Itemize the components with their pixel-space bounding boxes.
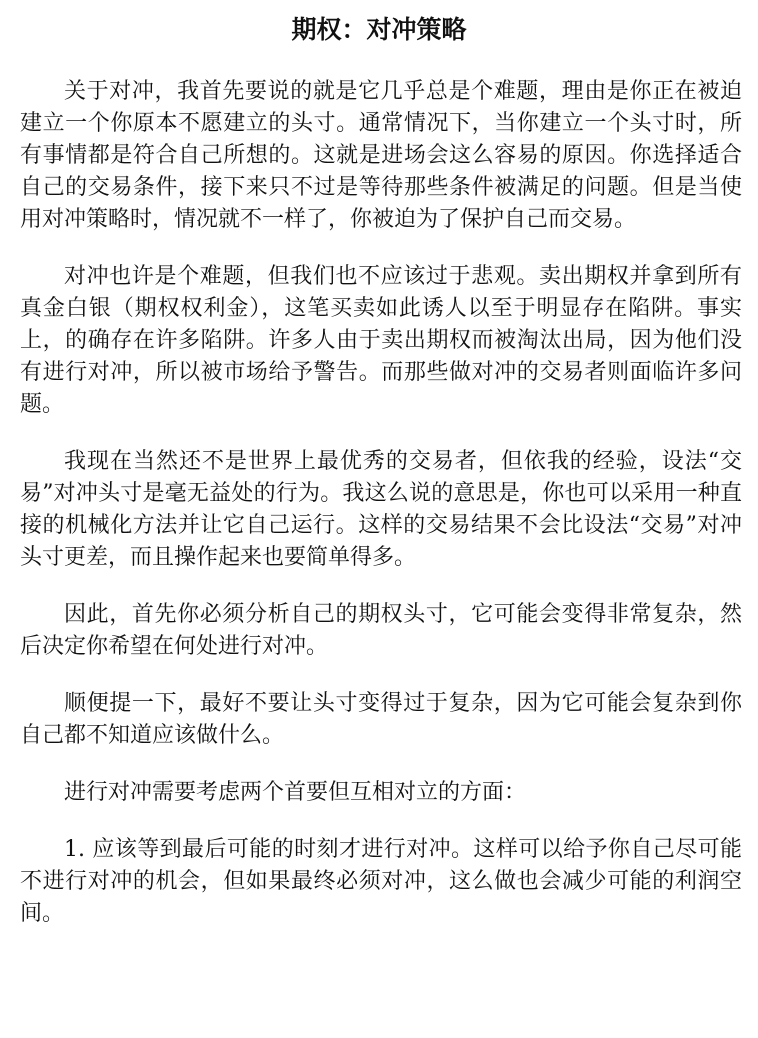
paragraph-3: 我现在当然还不是世界上最优秀的交易者，但依我的经验，设法“交易”对冲头寸是毫无益处的行为。我这么说的意思是，你也可以采用一种直接的机械化方法并让它自己运行。这样的交易结果不会比设法“交易”对冲头寸更差，而且操作起来也要简单得多。 [20,449,742,570]
document-body [20,76,742,955]
paragraph-5: 顺便提一下，最好不要让头寸变得过于复杂，因为它可能会复杂到你自己都不知道应该做什么。 [20,691,742,748]
paragraph-4: 因此，首先你必须分析自己的期权头寸，它可能会变得非常复杂，然后决定你希望在何处进行对冲。 [20,602,742,659]
paragraph-1: 关于对冲，我首先要说的就是它几乎总是个难题，理由是你正在被迫建立一个你原本不愿建立的头寸。通常情况下，当你建立一个头寸时，所有事情都是符合自己所想的。这就是进场会这么容易的原因。你选择适合自己的交易条件，接下来只不过是等待那些条件被满足的问题。但是当使用对冲策略时，情况就不一样了，你被迫为了保护自己而交易。 [20,79,742,232]
paragraph-7: 1. 应该等到最后可能的时刻才进行对冲。这样可以给予你自己尽可能不进行对冲的机会，但如果最终必须对冲，这么做也会减少可能的利润空间。 [20,837,742,926]
page-title: 期权：对冲策略 [291,15,467,44]
paragraph-6: 进行对冲需要考虑两个首要但互相对立的方面： [64,780,527,805]
paragraph-2: 对冲也许是个难题，但我们也不应该过于悲观。卖出期权并拿到所有真金白银（期权权利金），这笔买卖如此诱人以至于明显存在陷阱。事实上，的确存在许多陷阱。许多人由于卖出期权而被淘汰出局，因为他们没有进行对冲，所以被市场给予警告。而那些做对冲的交易者则面临许多问题。 [20,264,742,417]
